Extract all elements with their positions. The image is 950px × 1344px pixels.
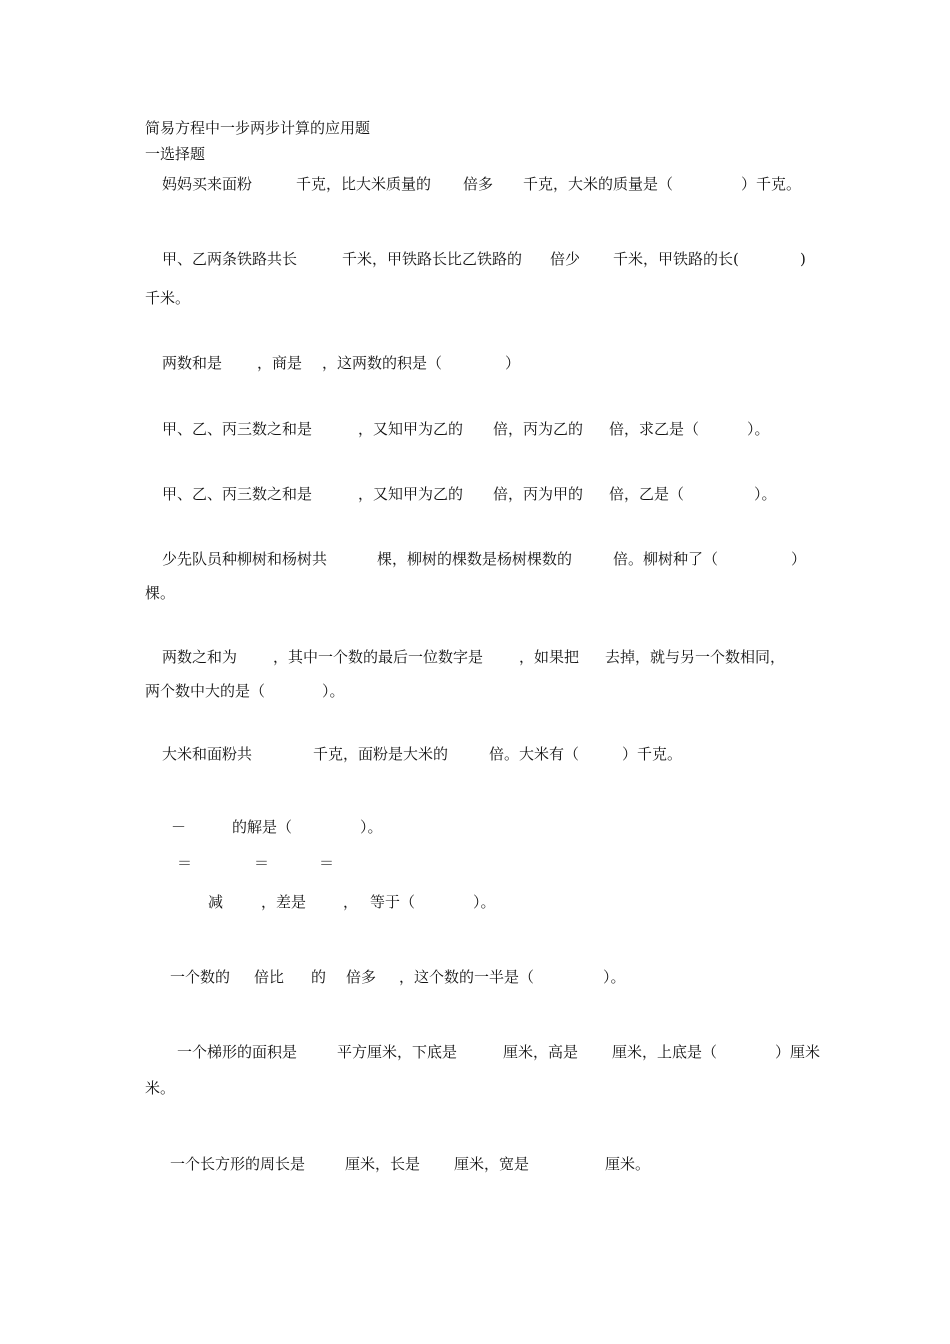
q12-text-e: ，这个数的一半是（ [399, 968, 535, 986]
q13-text-d: 厘米，上底是（ [612, 1043, 718, 1061]
q6-text-e: 棵。 [145, 584, 176, 602]
q9-text-b: 的解是（ [232, 818, 293, 836]
q7-text-b: ，其中一个数的最后一位数字是 [273, 648, 484, 666]
q1-text-a: 妈妈买来面粉 [162, 175, 253, 193]
q11-text-e: ）。 [473, 893, 496, 911]
q6-text-c: 倍。柳树种了（ [613, 550, 719, 568]
q3-text-a: 两数和是 [162, 354, 223, 372]
q6-text-d: ） [791, 550, 807, 568]
q10-equals-1: ＝ [177, 854, 193, 872]
q1-text-b: 千克，比大米质量的 [296, 175, 432, 193]
q5-text-d: 倍，乙是（ [609, 485, 685, 503]
q2-text-b: 千米，甲铁路长比乙铁路的 [342, 250, 523, 268]
q3-text-d: ） [505, 354, 521, 372]
q4-text-c: 倍，丙为乙的 [493, 420, 584, 438]
q14-text-c: 厘米，宽是 [454, 1155, 530, 1173]
q2-text-a: 甲、乙两条铁路共长 [162, 250, 298, 268]
q7-text-a: 两数之和为 [162, 648, 238, 666]
q6-text-a: 少先队员种柳树和杨树共 [162, 550, 328, 568]
q3-text-c: ，这两数的积是（ [322, 354, 443, 372]
q3-text-b: ，商是 [257, 354, 303, 372]
q10-equals-2: ＝ [254, 854, 270, 872]
q8-text-a: 大米和面粉共 [162, 745, 253, 763]
q11-text-a: 减 [208, 893, 224, 911]
q13-text-a: 一个梯形的面积是 [177, 1043, 298, 1061]
q2-text-c: 倍少 [550, 250, 581, 268]
q4-text-a: 甲、乙、丙三数之和是 [162, 420, 313, 438]
q13-text-e: ）厘米 [775, 1043, 821, 1061]
section-heading: 一选择题 [145, 145, 206, 163]
q8-text-c: 倍。大米有（ [489, 745, 580, 763]
q7-text-d: 去掉，就与另一个数相同， [605, 648, 786, 666]
q14-text-b: 厘米，长是 [345, 1155, 421, 1173]
q5-text-b: ，又知甲为乙的 [358, 485, 464, 503]
q2-text-f: 千米。 [145, 289, 191, 307]
q5-text-e: ）。 [754, 485, 777, 503]
q1-text-e: ）千克。 [741, 175, 802, 193]
q7-text-e: 两个数中大的是（ [145, 682, 266, 700]
q13-text-f: 米。 [145, 1079, 176, 1097]
q14-text-a: 一个长方形的周长是 [170, 1155, 306, 1173]
q7-text-c: ，如果把 [519, 648, 580, 666]
q12-text-d: 倍多 [346, 968, 377, 986]
q11-text-d: 等于（ [370, 893, 416, 911]
q4-text-b: ，又知甲为乙的 [358, 420, 464, 438]
document-title: 简易方程中一步两步计算的应用题 [145, 119, 371, 137]
q4-text-e: ）。 [747, 420, 770, 438]
q10-equals-3: ＝ [319, 854, 335, 872]
q2-text-e: ) [800, 250, 806, 268]
q12-text-f: ）。 [603, 968, 626, 986]
q13-text-b: 平方厘米，下底是 [337, 1043, 458, 1061]
q13-text-c: 厘米，高是 [503, 1043, 579, 1061]
q5-text-a: 甲、乙、丙三数之和是 [162, 485, 313, 503]
q4-text-d: 倍，求乙是（ [609, 420, 700, 438]
q12-text-c: 的 [311, 968, 327, 986]
q7-text-f: ）。 [322, 682, 345, 700]
q8-text-b: 千克，面粉是大米的 [313, 745, 449, 763]
q5-text-c: 倍，丙为甲的 [493, 485, 584, 503]
q1-text-c: 倍多 [463, 175, 494, 193]
q12-text-b: 倍比 [254, 968, 285, 986]
q12-text-a: 一个数的 [170, 968, 231, 986]
q8-text-d: ）千克。 [622, 745, 683, 763]
q6-text-b: 棵，柳树的棵数是杨树棵数的 [377, 550, 573, 568]
q2-text-d: 千米，甲铁路的长( [613, 250, 739, 268]
q14-text-d: 厘米。 [605, 1155, 651, 1173]
q11-text-c: ， [343, 893, 359, 911]
q11-text-b: ，差是 [261, 893, 307, 911]
q9-text-c: ）。 [360, 818, 383, 836]
q1-text-d: 千克，大米的质量是（ [523, 175, 674, 193]
q9-minus-sign: － [171, 818, 187, 836]
